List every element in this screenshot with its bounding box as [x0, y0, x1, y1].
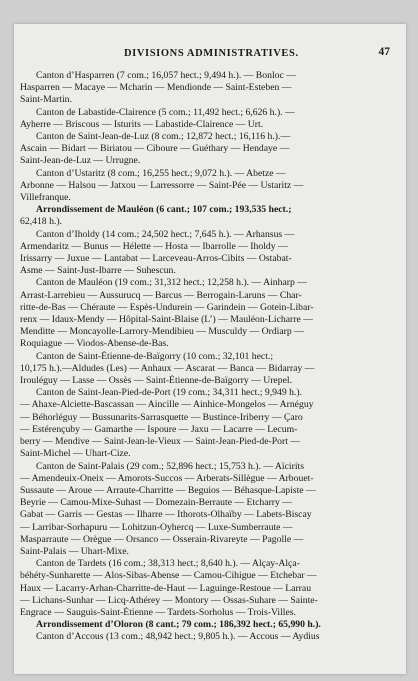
text-line: Hasparren — Macaye — Mcharin — Mendionde — Saint-Esteben —	[20, 82, 292, 94]
text-line: renx — Idaux-Mendy — Hôpital-Saint-Blaise (L’) — Mauléon-Licharre —	[20, 314, 313, 326]
page-body	[20, 70, 402, 644]
text-line: ritte-de-Bas — Chéraute — Espès-Undurein — Garindein — Gotein-Libar-	[20, 301, 314, 313]
text-line: Villefranque.	[20, 192, 71, 204]
book-page	[14, 24, 406, 674]
text-line: Canton de Saint-Jean-Pied-de-Port (19 com.; 34,311 hect.; 9,949 h.).	[36, 387, 302, 399]
text-line: Menditte — Moncayolle-Larrory-Mendibieu — Musculdy — Ordiarp —	[20, 326, 304, 338]
text-line: berry — Mendive — Saint-Jean-le-Vieux — Saint-Jean-Pied-de-Port —	[20, 436, 301, 448]
text-line: Engrace — Sauguis-Saint-Étienne — Tardets-Sorholus — Trois-Villes.	[20, 606, 296, 618]
text-line: Saint-Michel — Uhart-Cize.	[20, 448, 131, 460]
text-line: Roquiague — Viodos-Abense-de-Bas.	[20, 338, 169, 350]
text-line: Ascain — Bidart — Biriatou — Ciboure — Guéthary — Hendaye —	[20, 143, 290, 155]
text-line: — Ahaxe-Alciette-Bascassan — Aincille — Ainhice-Mongelos — Arnéguy	[20, 399, 314, 411]
text-line: — Larribar-Sorhapuru — Lohitzun-Oyhercq — Luxe-Sumberraute —	[20, 521, 293, 533]
text-line: Canton de Mauléon (19 com.; 31,312 hect.; 12,258 h.). — Ainharp —	[36, 277, 307, 289]
text-line: 62,418 h.).	[20, 216, 62, 228]
text-line: Arbonne — Halsou — Jatxou — Larressorre — Saint-Pée — Ustaritz —	[20, 179, 304, 191]
text-line: Saint-Palais — Uhart-Mixe.	[20, 545, 129, 557]
text-line: Armendaritz — Bunus — Hélette — Hosta — Ibarrolle — Iholdy —	[20, 240, 288, 252]
text-line: Canton de Labastide-Clairence (5 com.; 11,492 hect.; 6,626 h.). —	[36, 106, 295, 118]
text-line: — Amendeuix-Oneix — Amorots-Succos — Arberats-Sillègue — Arbouet-	[20, 472, 314, 484]
page-header	[14, 24, 406, 59]
text-line: Canton de Tardets (16 com.; 38,313 hect.; 8,640 h.). — Alçay-Alça-	[36, 558, 300, 570]
text-line: 10,175 h.).—Aldudes (Les) — Anhaux — Ascarat — Banca — Bidarray —	[20, 362, 315, 374]
text-line: Canton de Saint-Étienne-de-Baïgorry (10 com.; 32,101 hect.;	[36, 350, 274, 362]
text-line: Sussaute — Aroue — Arraute-Charritte — Beguios — Béhasque-Lapiste —	[20, 484, 316, 496]
running-title: DIVISIONS ADMINISTRATIVES.	[124, 48, 299, 59]
text-line: Canton de Saint-Palais (29 com.; 52,896 hect.; 15,753 h.). — Aïcirits	[36, 460, 304, 472]
text-line: Canton de Saint-Jean-de-Luz (8 com.; 12,872 hect.; 16,116 h.).—	[36, 131, 291, 143]
text-line: Canton d’Iholdy (14 com.; 24,502 hect.; 7,645 h.). — Arhansus —	[36, 228, 295, 240]
text-line: — Estérençuby — Gamarthe — Ispoure — Jaxu — Lacarre — Lecum-	[20, 423, 298, 435]
text-line: Gabat — Garris — Gestas — Ilharre — Ithorots-Olhaïby — Labets-Biscay	[20, 509, 312, 521]
arrondissement-heading: Arrondissement d’Oloron (8 cant.; 79 com.; 186,392 hect.; 65,990 h.).	[36, 619, 321, 631]
text-line: Irouléguy — Lasse — Ossès — Saint-Étienne-de-Baïgorry — Urepel.	[20, 375, 292, 387]
text-line: Arrast-Larrebieu — Aussurucq — Barcus — Berrogain-Laruns — Char-	[20, 289, 302, 301]
text-line: Canton d’Ustaritz (8 com.; 16,255 hect.; 9,072 h.). — Abetze —	[36, 167, 286, 179]
text-line: Saint-Martin.	[20, 94, 72, 106]
text-line: Masparraute — Orègue — Orsanco — Osserain-Rivareyte — Pagolle —	[20, 533, 304, 545]
page-number: 47	[378, 46, 390, 58]
text-line: Haux — Lacarry-Arhan-Charritte-de-Haut — Laguinge-Restoue — Larrau	[20, 582, 312, 594]
text-line: béhéty-Sunharette — Alos-Sibas-Abense — Camou-Cihigue — Etchebar —	[20, 570, 317, 582]
text-line: Irissarry — Juxue — Lantabat — Larceveau-Arros-Cibits — Ostabat-	[20, 253, 292, 265]
text-line: Saint-Jean-de-Luz — Urrugne.	[20, 155, 141, 167]
text-line: Asme — Saint-Just-Ibarre — Suhescun.	[20, 265, 176, 277]
arrondissement-heading: Arrondissement de Mauléon (6 cant.; 107 com.; 193,535 hect.;	[36, 204, 292, 216]
text-line: Canton d’Accous (13 com.; 48,942 hect.; 9,805 h.). — Accous — Aydius	[36, 631, 320, 643]
text-line: Ayherre — Briscous — Isturits — Labastide-Clairence — Urt.	[20, 118, 264, 130]
text-line: — Lichans-Sunhar — Licq-Athérey — Montory — Ossas-Suhare — Sainte-	[20, 594, 318, 606]
text-line: Beyrie — Camou-Mixe-Suhast — Domezain-Berraute — Etcharry —	[20, 497, 292, 509]
text-line: Canton d’Hasparren (7 com.; 16,057 hect.; 9,494 h.). — Bonloc —	[36, 70, 296, 81]
text-line: — Béhorléguy — Bussunarits-Sarrasquette — Bustince-Iriberry — Çaro	[20, 411, 303, 423]
